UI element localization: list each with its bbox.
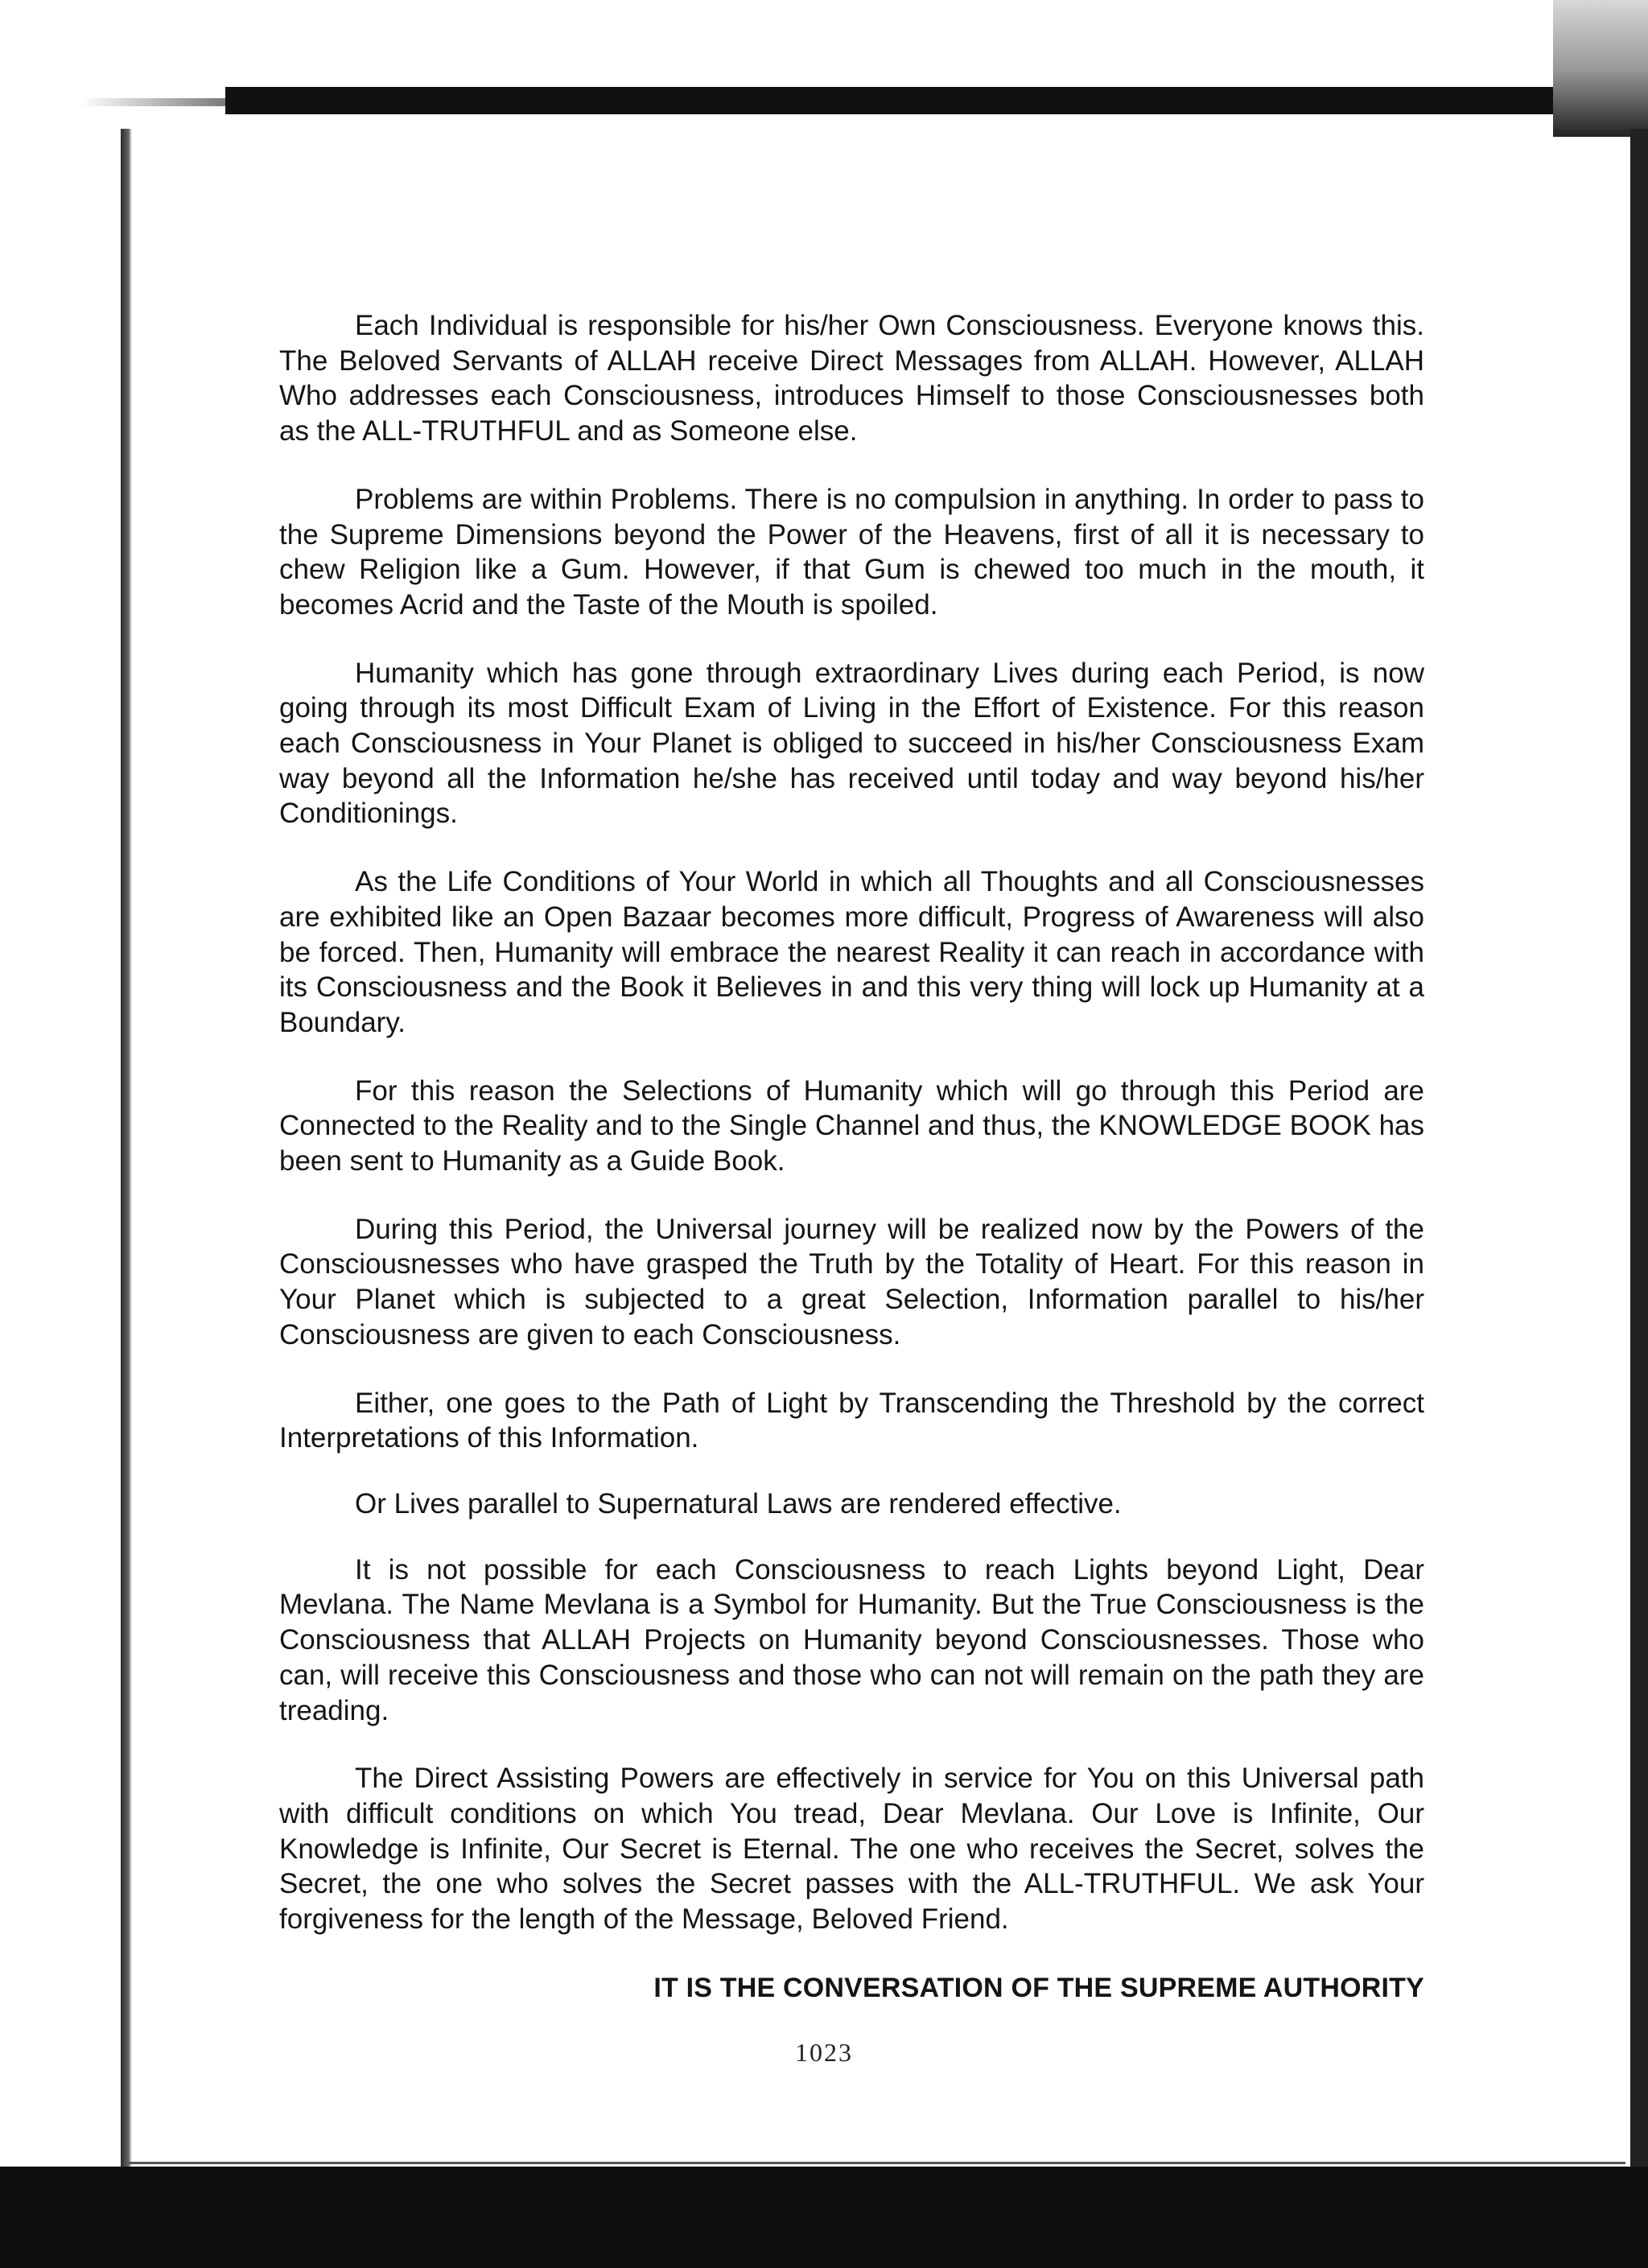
paragraph: The Direct Assisting Powers are effectively in service for You on this Universal path with difficult conditions on which You tread, Dear Mevlana. Our Love is Infinite, Our Knowledge is Infinite, Our Secret is Eternal. The one who receives the Secret, solves the Secret, the one who solves the Secret passes with the ALL-TRUTHFUL. We ask Your forgiveness for the length of the Message, Beloved Friend.	[279, 1763, 1424, 1936]
paragraph: Problems are within Problems. There is no compulsion in anything. In order to pass to the Supreme Dimensions beyond the Power of the Heavens, first of all it is necessary to chew Religion like a Gum. However, if that Gum is chewed too much in the mouth, it becomes Acrid and the Taste of the Mouth is spoiled.	[279, 483, 1424, 621]
paragraph: Either, one goes to the Path of Light by Transcending the Threshold by the correct Interpretations of this Information.	[279, 1387, 1424, 1454]
scan-bottom-edge-line	[129, 2162, 1625, 2164]
paragraph: During this Period, the Universal journey will be realized now by the Powers of the Consciousnesses who have grasped the Truth by the Totality of Heart. For this reason in Your Planet which is subjected to a great Selection, Information parallel to his/her Consciousness are given to each Consciousness.	[279, 1213, 1424, 1350]
closing-heading: IT IS THE CONVERSATION OF THE SUPREME AUTHORITY	[653, 1972, 1424, 2003]
paragraph: Each Individual is responsible for his/her Own Consciousness. Everyone knows this. The Beloved Servants of ALLAH receive Direct Messages from ALLAH. However, ALLAH Who addresses each Consciousness, introduces Himself to those Consciousnesses both as the ALL-TRUTHFUL and as Someone else.	[279, 310, 1424, 447]
scan-corner-shadow	[1553, 0, 1648, 137]
scan-edge-shadow	[80, 98, 233, 106]
paragraph: Or Lives parallel to Supernatural Laws are rendered effective.	[355, 1487, 1122, 1520]
scan-left-border	[121, 129, 132, 2173]
paragraph: Humanity which has gone through extraordinary Lives during each Period, is now going through its most Difficult Exam of Living in the Effort of Existence. For this reason each Consciousness in Your Planet is obliged to succeed in his/her Consciousness Exam way beyond all the Information he/she has received until today and way beyond his/her Conditionings.	[279, 657, 1424, 830]
page-number: 1023	[795, 2038, 853, 2067]
scan-bottom-border	[0, 2167, 1648, 2268]
paragraph: As the Life Conditions of Your World in which all Thoughts and all Consciousnesses are exhibited like an Open Bazaar becomes more difficult, Progress of Awareness will also be forced. Then, Humanity will embrace the nearest Reality it can reach in accordance with its Consciousness and the Book it Believes in and this very thing will lock up Humanity at a Boundary.	[279, 866, 1424, 1038]
paragraph: For this reason the Selections of Humanity which will go through this Period are Connected to the Reality and to the Single Channel and thus, the KNOWLEDGE BOOK has been sent to Humanity as a Guide Book.	[279, 1074, 1424, 1177]
scan-top-border	[225, 87, 1648, 114]
page-body	[279, 308, 1424, 2006]
paragraph: It is not possible for each Consciousness to reach Lights beyond Light, Dear Mevlana. The Name Mevlana is a Symbol for Humanity. But the True Consciousness is the Consciousness that ALLAH Projects on Humanity beyond Consciousnesses. Those who can, will receive this Consciousness and those who can not will remain on the path they are treading.	[279, 1553, 1424, 1726]
scan-right-border	[1630, 129, 1648, 2268]
